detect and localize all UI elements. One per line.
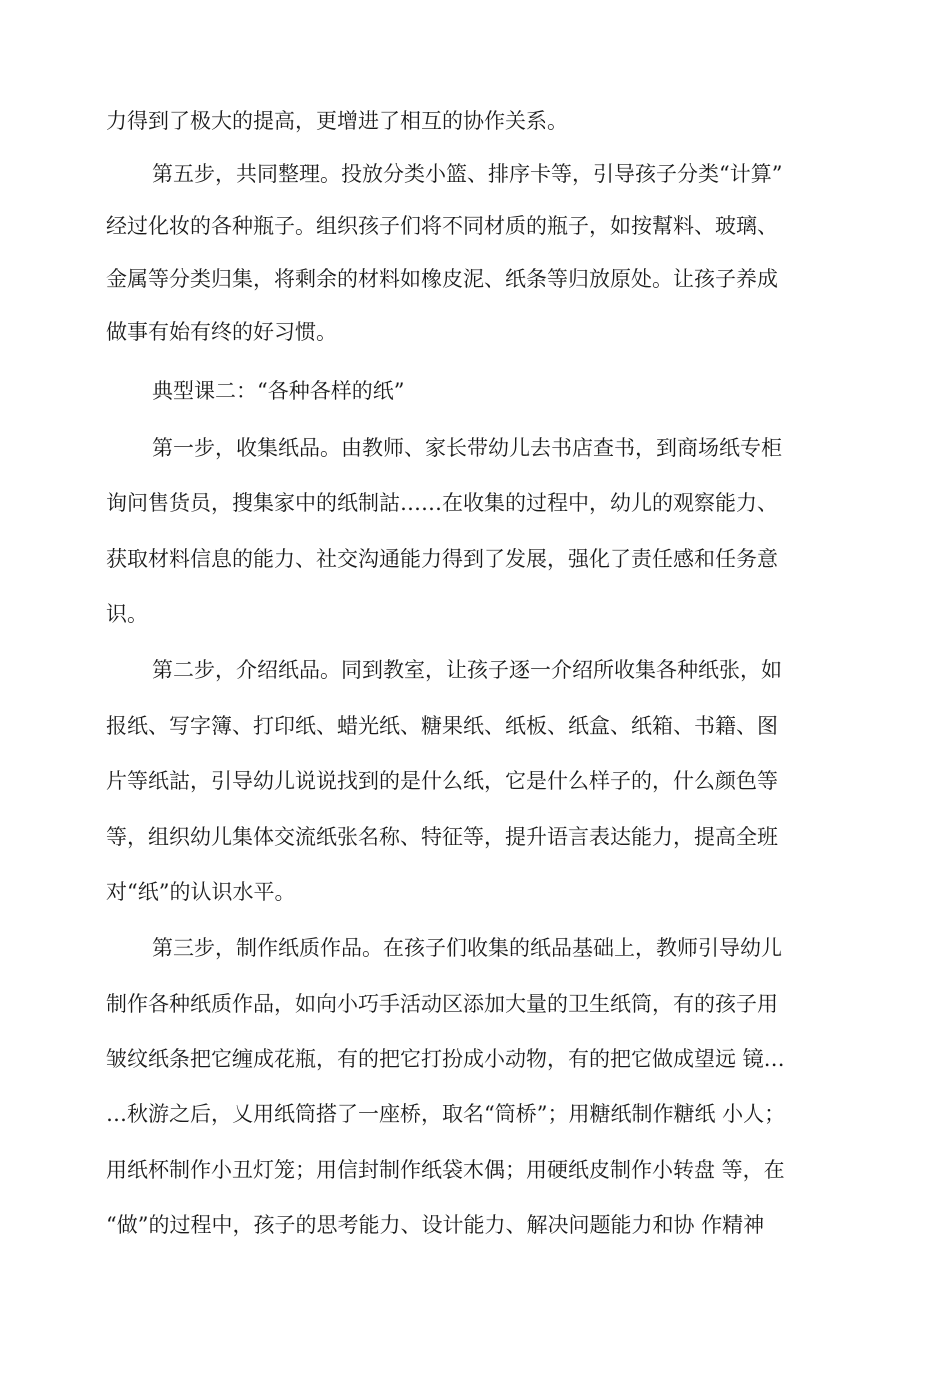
text-line: 第五步，共同整理。投放分类小篮、排序卡等，引导孩子分类“计算” (152, 162, 783, 186)
text-line: 报纸、写字簿、打印纸、蜡光纸、糖果纸、纸板、纸盒、纸箱、书籍、图 (106, 714, 778, 738)
text-line: 做事有始有终的好习惯。 (106, 320, 337, 344)
text-line: 对“纸”的认识水平。 (106, 880, 296, 904)
text-line: 制作各种纸质作品，如向小巧手活动区添加大量的卫生纸筒，有的孩子用 (106, 992, 778, 1016)
text-line: 皱纹纸条把它缠成花瓶，有的把它打扮成小动物，有的把它做成望远 镜… (106, 1047, 785, 1071)
text-line: 片等纸詁，引导幼儿说说找到的是什么纸，它是什么样子的，什么颜色等 (106, 769, 778, 793)
text-line: 用纸杯制作小丑灯笼；用信封制作纸袋木偶；用硬纸皮制作小转盘 等，在 (106, 1158, 785, 1182)
text-line: 第一步，收集纸品。由教师、家长带幼儿去书店查书，到商场纸专柜 (152, 436, 782, 460)
text-line: 金属等分类归集，将剩余的材料如橡皮泥、纸条等归放原处。让孩子养成 (106, 267, 778, 291)
text-line: 等，组织幼儿集体交流纸张名称、特征等，提升语言表达能力，提高全班 (106, 825, 778, 849)
text-line: 获取材料信息的能力、社交沟通能力得到了发展，强化了责任感和任务意 (106, 547, 778, 571)
section-heading: 典型课二：“各种各样的纸” (152, 379, 405, 403)
text-line: …秋游之后，乂用纸筒搭了一座桥，取名“筒桥”；用糖纸制作糖纸 小人； (106, 1102, 786, 1126)
text-line: 力得到了极大的提高，更增进了相互的协作关系。 (106, 109, 568, 133)
text-line: 第三步，制作纸质作品。在孩子们收集的纸品基础上，教师引导幼儿 (152, 936, 782, 960)
text-line: 第二步，介绍纸品。同到教室，让孩子逐一介绍所收集各种纸张，如 (152, 658, 782, 682)
text-line: 经过化妆的各种瓶子。组织孩子们将不同材质的瓶子，如按幫料、玻璃、 (106, 214, 778, 238)
text-line: “做”的过程中，孩子的思考能力、设计能力、解决问题能力和协 作精神 (106, 1213, 765, 1237)
text-line: 询问售货员，搜集家中的纸制詁……在收集的过程中，幼儿的观察能力、 (106, 491, 778, 515)
text-line: 识。 (106, 602, 148, 626)
